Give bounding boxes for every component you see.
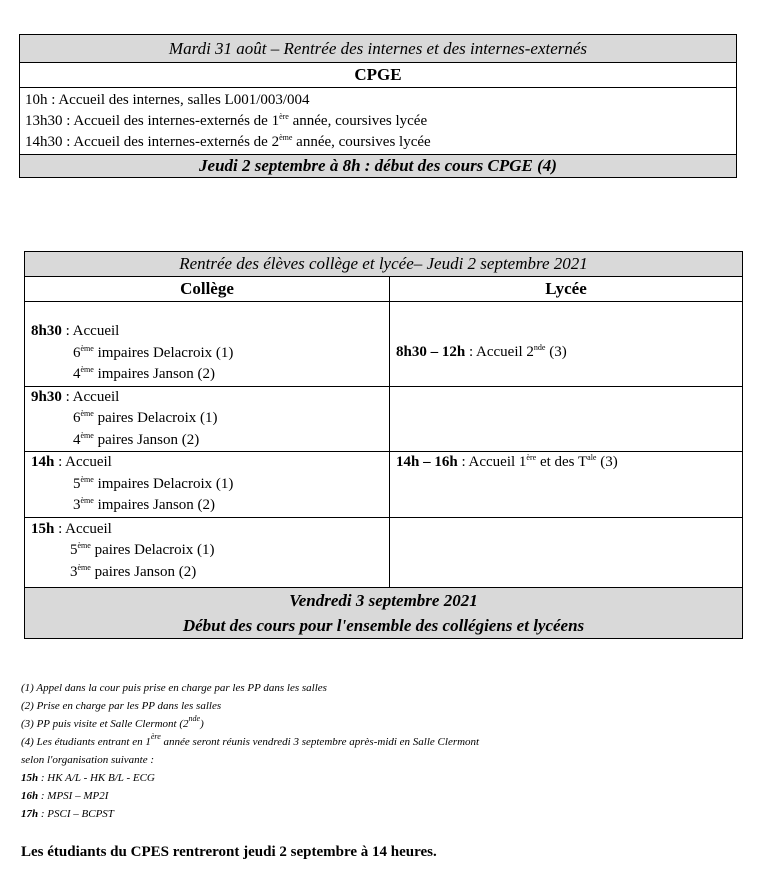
cpge-table-footer: Jeudi 2 septembre à 8h : début des cours CPGE (4) [20, 155, 737, 178]
lycee-slot-empty-2 [390, 517, 743, 587]
cpge-table-body [20, 88, 737, 155]
cpge-line-1: 10h : Accueil des internes, salles L001/003/004 [25, 92, 310, 108]
footnote-4: (4) Les étudiants entrant en 1ère année seront réunis vendredi 3 septembre après-midi en Salle Clermont [21, 732, 480, 748]
eleves-table-header: Rentrée des élèves collège et lycée– Jeudi 2 septembre 2021 [25, 252, 743, 277]
college-slot-9h30: 9h30 : Accueil 6ème paires Delacroix (1) 4ème paires Janson (2) [25, 386, 390, 452]
college-slot-14h: 14h : Accueil 5ème impaires Delacroix (1) 3ème impaires Janson (2) [25, 452, 390, 518]
cpge-table-header: Mardi 31 août – Rentrée des internes et des internes-externés [20, 35, 737, 63]
lycee-column-header: Lycée [390, 277, 743, 302]
lycee-slot-empty-1 [390, 386, 743, 452]
cpge-line-2: 13h30 : Accueil des internes-externés de 1ère année, coursives lycée [25, 112, 428, 129]
college-slot-8h30: 8h30 : Accueil 6ème impaires Delacroix (1) 4ème impaires Janson (2) [25, 302, 390, 387]
footnote-3: (3) PP puis visite et Salle Clermont (2nde) [21, 714, 204, 730]
schedule-17h: 17h : PSCI – BCPST [21, 808, 114, 820]
eleves-table-footer: Vendredi 3 septembre 2021 Début des cours pour l'ensemble des collégiens et lycéens [25, 587, 743, 638]
lycee-slot-morning: 8h30 – 12h : Accueil 2nde (3) [390, 302, 743, 387]
cpge-schedule-table [19, 34, 737, 178]
schedule-15h: 15h : HK A/L - HK B/L - ECG [21, 772, 155, 784]
cpes-note: Les étudiants du CPES rentreront jeudi 2 septembre à 14 heures. [21, 844, 437, 860]
footnote-1: (1) Appel dans la cour puis prise en charge par les PP dans les salles [21, 682, 327, 694]
footnotes [21, 679, 479, 823]
cpge-table-subheader: CPGE [20, 63, 737, 88]
college-column-header: Collège [25, 277, 390, 302]
lycee-slot-afternoon: 14h – 16h : Accueil 1ère et des $T^{ale}$ (3) [390, 452, 743, 518]
college-slot-15h: 15h : Accueil 5ème paires Delacroix (1) 3ème paires Janson (2) [25, 517, 390, 587]
cpge-line-3: 14h30 : Accueil des internes-externés de 2ème année, coursives lycée [25, 133, 431, 150]
schedule-16h: 16h : MPSI – MP2I [21, 790, 109, 802]
footnote-2: (2) Prise en charge par les PP dans les salles [21, 700, 222, 712]
footnote-4-continued: selon l'organisation suivante : [21, 754, 155, 766]
eleves-schedule-table [24, 251, 743, 639]
